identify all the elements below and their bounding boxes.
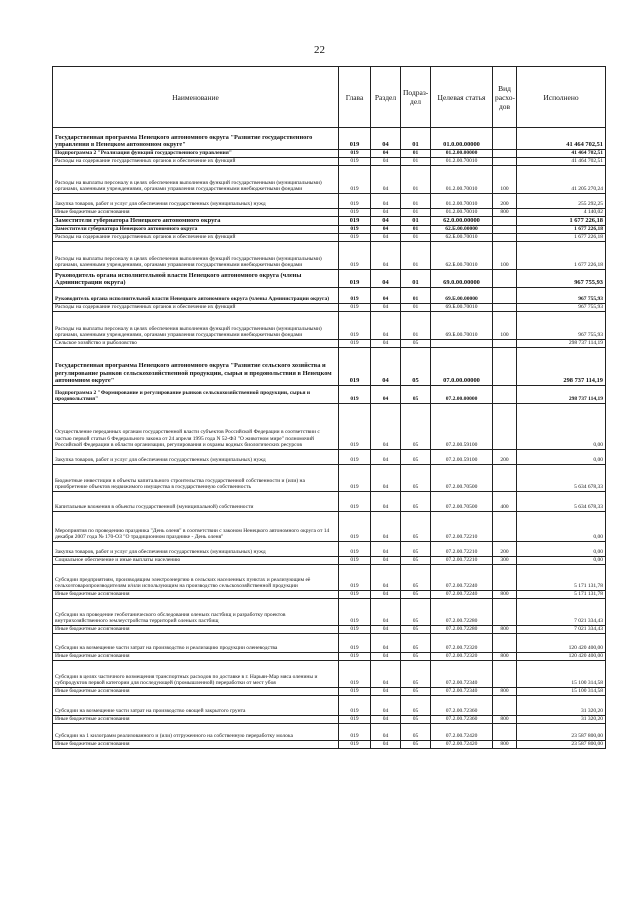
cell-glava: 019: [339, 209, 371, 217]
table-row: [53, 512, 606, 542]
cell-target: 62.0.00.00000: [431, 217, 493, 226]
cell-target: 07.2.00.72320: [431, 653, 493, 661]
cell-amount: 7 021 334,43: [517, 626, 606, 634]
cell-vid: 200: [493, 450, 517, 465]
cell-podrazdel: 01: [401, 217, 431, 226]
cell-name: Закупка товаров, работ и услуг для обеспечения государственных (муниципальных) нужд: [53, 542, 339, 557]
cell-name: Государственная программа Ненецкого автономного округа "Развитие сельского хозяйства и регулирование рынков сельскохозяйственной продукции, сырья и продовольствия в Ненецком автономном округе": [53, 348, 339, 386]
cell-razdel: 04: [371, 565, 401, 591]
cell-name: Государственная программа Ненецкого автономного округа "Развитие государственного управления в Ненецком автономном округе": [53, 128, 339, 150]
cell-glava: 019: [339, 404, 371, 450]
cell-vid: [493, 270, 517, 288]
cell-target: 01.0.00.00000: [431, 128, 493, 150]
table-row: [53, 242, 606, 270]
table-row: [53, 270, 606, 288]
cell-glava: 019: [339, 599, 371, 626]
cell-glava: 019: [339, 288, 371, 304]
cell-amount: 31 320,20: [517, 696, 606, 716]
cell-podrazdel: 01: [401, 242, 431, 270]
cell-amount: 23 587 800,00: [517, 741, 606, 749]
cell-target: 07.2.00.72210: [431, 512, 493, 542]
cell-amount: 120 420 400,00: [517, 653, 606, 661]
cell-name: Иные бюджетные ассигнования: [53, 741, 339, 749]
cell-razdel: 04: [371, 716, 401, 724]
cell-name: Субсидии в целях частичного возмещения транспортных расходов по доставке в г. Нарьян-Мар мяса оленины и субпродуктов первой категории для последующей (промышленной) переработки от мест убоя: [53, 661, 339, 688]
cell-glava: 019: [339, 340, 371, 348]
cell-razdel: 04: [371, 312, 401, 340]
cell-vid: [493, 386, 517, 404]
cell-glava: 019: [339, 626, 371, 634]
cell-podrazdel: 05: [401, 653, 431, 661]
cell-podrazdel: 05: [401, 634, 431, 653]
cell-podrazdel: 01: [401, 166, 431, 194]
cell-glava: 019: [339, 661, 371, 688]
cell-razdel: 04: [371, 542, 401, 557]
table-row: [53, 166, 606, 194]
cell-vid: [493, 661, 517, 688]
table-row: [53, 716, 606, 724]
cell-amount: 4 140,02: [517, 209, 606, 217]
cell-target: 07.2.00.72360: [431, 696, 493, 716]
cell-glava: 019: [339, 304, 371, 312]
cell-glava: 019: [339, 158, 371, 166]
table-row: [53, 209, 606, 217]
cell-amount: 0,00: [517, 557, 606, 565]
cell-amount: 15 100 314,58: [517, 688, 606, 696]
cell-name: Сельское хозяйство и рыболовство: [53, 340, 339, 348]
cell-target: 01.2.00.70010: [431, 158, 493, 166]
cell-glava: 019: [339, 492, 371, 512]
cell-podrazdel: 05: [401, 557, 431, 565]
cell-amount: 1 677 226,18: [517, 242, 606, 270]
cell-razdel: 04: [371, 404, 401, 450]
table-row: [53, 626, 606, 634]
cell-podrazdel: 01: [401, 128, 431, 150]
table-header-row: [53, 67, 606, 128]
cell-razdel: 04: [371, 724, 401, 741]
cell-vid: [493, 304, 517, 312]
table-row: [53, 217, 606, 226]
cell-podrazdel: 05: [401, 626, 431, 634]
cell-glava: 019: [339, 150, 371, 158]
table-row: [53, 128, 606, 150]
table-row: [53, 724, 606, 741]
cell-target: 69.Б.00.00000: [431, 288, 493, 304]
cell-razdel: 04: [371, 304, 401, 312]
cell-glava: 019: [339, 465, 371, 492]
cell-name: Расходы на содержание государственных органов и обеспечение их функций: [53, 304, 339, 312]
cell-amount: 5 634 678,33: [517, 492, 606, 512]
cell-razdel: 04: [371, 288, 401, 304]
cell-vid: 800: [493, 653, 517, 661]
cell-target: 07.2.00.72240: [431, 565, 493, 591]
cell-razdel: 04: [371, 226, 401, 234]
cell-target: 07.2.00.72280: [431, 599, 493, 626]
cell-target: 07.2.00.72340: [431, 661, 493, 688]
cell-name: Иные бюджетные ассигнования: [53, 688, 339, 696]
cell-amount: 41 205 270,24: [517, 166, 606, 194]
cell-name: Расходы на содержание государственных органов и обеспечение их функций: [53, 234, 339, 242]
cell-razdel: 04: [371, 348, 401, 386]
cell-razdel: 04: [371, 128, 401, 150]
cell-vid: 800: [493, 716, 517, 724]
cell-amount: 5 171 131,78: [517, 565, 606, 591]
cell-target: 62.Б.00.70010: [431, 242, 493, 270]
cell-name: Расходы на выплаты персоналу в целях обеспечения выполнения функций государственными (муниципальными) органами, казенными учреждениями, органами управления государственными внебюджетными фондами: [53, 312, 339, 340]
table-row: [53, 492, 606, 512]
cell-amount: 298 737 114,19: [517, 348, 606, 386]
cell-target: 07.2.00.00000: [431, 386, 493, 404]
cell-podrazdel: 05: [401, 688, 431, 696]
cell-target: 69.Б.00.70010: [431, 312, 493, 340]
table-row: [53, 288, 606, 304]
cell-target: 07.2.00.72210: [431, 557, 493, 565]
cell-vid: 800: [493, 688, 517, 696]
cell-vid: [493, 512, 517, 542]
cell-razdel: 04: [371, 661, 401, 688]
table-row: [53, 591, 606, 599]
cell-podrazdel: 01: [401, 150, 431, 158]
cell-razdel: 04: [371, 465, 401, 492]
cell-target: 07.0.00.00000: [431, 348, 493, 386]
cell-glava: 019: [339, 557, 371, 565]
cell-glava: 019: [339, 194, 371, 209]
cell-target: 69.0.00.00000: [431, 270, 493, 288]
cell-amount: 1 677 226,18: [517, 226, 606, 234]
cell-podrazdel: 05: [401, 599, 431, 626]
cell-name: Закупка товаров, работ и услуг для обеспечения государственных (муниципальных) нужд: [53, 450, 339, 465]
cell-amount: 298 737 114,19: [517, 386, 606, 404]
cell-razdel: 04: [371, 599, 401, 626]
cell-name: Субсидии на 1 килограмм реализованного и (или) отгруженного на собственную переработку молока: [53, 724, 339, 741]
cell-name: Иные бюджетные ассигнования: [53, 716, 339, 724]
cell-name: Мероприятия по проведению праздника "День оленя" в соответствии с законом Ненецкого автономного округа от 14 декабря 2007 года № 170-ОЗ "О традиционном празднике - День оленя": [53, 512, 339, 542]
cell-razdel: 04: [371, 626, 401, 634]
cell-razdel: 04: [371, 634, 401, 653]
cell-name: Руководитель органа исполнительной власти Ненецкого автономного округа (члены Администрации округа): [53, 270, 339, 288]
cell-target: 01.2.00.70010: [431, 194, 493, 209]
cell-glava: 019: [339, 653, 371, 661]
cell-name: Субсидии предприятиям, производящим электроэнергию в сельских населенных пунктах и реализующим её сельхозтоваропроизводителям и/или использующим на производство сельскохозяйственной продукции: [53, 565, 339, 591]
cell-name: Расходы на выплаты персоналу в целях обеспечения выполнения функций государственными (муниципальными) органами, казенными учреждениями, органами управления государственными внебюджетными фондами: [53, 242, 339, 270]
cell-glava: 019: [339, 716, 371, 724]
table-row: [53, 565, 606, 591]
table-row: [53, 226, 606, 234]
cell-name: Иные бюджетные ассигнования: [53, 626, 339, 634]
cell-razdel: 04: [371, 653, 401, 661]
cell-amount: 255 292,25: [517, 194, 606, 209]
cell-amount: 1 677 226,18: [517, 234, 606, 242]
cell-name: Подпрограмма 2 "Формирование и регулирование рынков сельскохозяйственной продукции, сырья и продовольствия": [53, 386, 339, 404]
cell-amount: 967 755,93: [517, 312, 606, 340]
cell-vid: 100: [493, 312, 517, 340]
table-row: [53, 340, 606, 348]
table-row: [53, 158, 606, 166]
cell-name: Бюджетные инвестиции в объекты капитального строительства государственной собственности и (или) на приобретение объектов недвижимого имущества в государственную собственность: [53, 465, 339, 492]
cell-amount: 0,00: [517, 512, 606, 542]
table-row: [53, 465, 606, 492]
cell-target: 01.2.00.70010: [431, 209, 493, 217]
cell-amount: 5 634 678,33: [517, 465, 606, 492]
cell-vid: [493, 340, 517, 348]
cell-glava: 019: [339, 226, 371, 234]
cell-glava: 019: [339, 312, 371, 340]
cell-vid: [493, 724, 517, 741]
cell-podrazdel: 01: [401, 226, 431, 234]
cell-glava: 019: [339, 234, 371, 242]
cell-amount: 41 464 702,51: [517, 128, 606, 150]
cell-name: Заместители губернатора Ненецкого автономного округа: [53, 226, 339, 234]
header-name: Наименование: [53, 67, 339, 128]
cell-podrazdel: 01: [401, 270, 431, 288]
cell-target: 07.2.00.72280: [431, 626, 493, 634]
cell-target: 07.2.00.72320: [431, 634, 493, 653]
table-row: [53, 150, 606, 158]
cell-glava: 019: [339, 724, 371, 741]
cell-razdel: 04: [371, 386, 401, 404]
table-row: [53, 688, 606, 696]
cell-podrazdel: 05: [401, 542, 431, 557]
cell-podrazdel: 01: [401, 158, 431, 166]
table-row: [53, 304, 606, 312]
cell-vid: [493, 288, 517, 304]
cell-podrazdel: 05: [401, 741, 431, 749]
cell-razdel: 04: [371, 591, 401, 599]
cell-vid: 800: [493, 591, 517, 599]
header-vid: Вид расхо-дов: [493, 67, 517, 128]
cell-name: Заместители губернатора Ненецкого автономного округа: [53, 217, 339, 226]
table-row: [53, 450, 606, 465]
cell-razdel: 04: [371, 209, 401, 217]
cell-vid: [493, 634, 517, 653]
cell-glava: 019: [339, 591, 371, 599]
cell-amount: 15 100 314,58: [517, 661, 606, 688]
cell-razdel: 04: [371, 450, 401, 465]
cell-vid: 400: [493, 492, 517, 512]
cell-target: 07.2.00.59100: [431, 450, 493, 465]
cell-name: Субсидии на проведение геоботанического обследования оленьих пастбищ и разработку проектов внутрихозяйственного землеустройства территорий оленьих пастбищ: [53, 599, 339, 626]
cell-razdel: 04: [371, 158, 401, 166]
cell-glava: 019: [339, 450, 371, 465]
cell-name: Осуществление переданных органам государственной власти субъектов Российской Федерации в соответствии с частью первой статьи 6 Федерального закона от 24 апреля 1995 года N 52-ФЗ "О животном мире" полномочий Российской Федерации в области организации, регулирования и охраны водных биологических ресурсов: [53, 404, 339, 450]
cell-podrazdel: 05: [401, 565, 431, 591]
cell-glava: 019: [339, 696, 371, 716]
cell-razdel: 04: [371, 242, 401, 270]
cell-vid: 200: [493, 542, 517, 557]
cell-name: Расходы на содержание государственных органов и обеспечение их функций: [53, 158, 339, 166]
header-razdel: Раздел: [371, 67, 401, 128]
cell-glava: 019: [339, 166, 371, 194]
header-target: Целевая статья: [431, 67, 493, 128]
cell-name: Субсидии на возмещение части затрат на производство и реализацию продукции оленеводства: [53, 634, 339, 653]
cell-vid: [493, 696, 517, 716]
table-row: [53, 542, 606, 557]
cell-vid: [493, 348, 517, 386]
cell-vid: [493, 128, 517, 150]
cell-name: Иные бюджетные ассигнования: [53, 209, 339, 217]
table-body: [53, 128, 606, 749]
cell-vid: [493, 465, 517, 492]
cell-vid: [493, 234, 517, 242]
cell-glava: 019: [339, 688, 371, 696]
cell-amount: 41 464 702,51: [517, 150, 606, 158]
cell-razdel: 04: [371, 557, 401, 565]
table-row: [53, 386, 606, 404]
cell-razdel: 04: [371, 512, 401, 542]
cell-razdel: 04: [371, 492, 401, 512]
table-row: [53, 741, 606, 749]
cell-podrazdel: 05: [401, 661, 431, 688]
cell-vid: [493, 158, 517, 166]
cell-podrazdel: 01: [401, 312, 431, 340]
cell-podrazdel: 01: [401, 304, 431, 312]
cell-amount: 967 755,93: [517, 270, 606, 288]
cell-target: 07.2.00.72210: [431, 542, 493, 557]
cell-glava: 019: [339, 634, 371, 653]
page-number: 22: [314, 44, 325, 56]
cell-podrazdel: 01: [401, 194, 431, 209]
table-row: [53, 599, 606, 626]
cell-razdel: 04: [371, 688, 401, 696]
cell-glava: 019: [339, 128, 371, 150]
cell-podrazdel: 01: [401, 288, 431, 304]
table-row: [53, 234, 606, 242]
cell-podrazdel: 05: [401, 404, 431, 450]
table-row: [53, 557, 606, 565]
cell-target: 07.2.00.72240: [431, 591, 493, 599]
header-glava: Глава: [339, 67, 371, 128]
table-row: [53, 653, 606, 661]
cell-amount: 0,00: [517, 450, 606, 465]
cell-razdel: 04: [371, 340, 401, 348]
cell-vid: 100: [493, 242, 517, 270]
cell-podrazdel: 05: [401, 492, 431, 512]
cell-amount: 967 755,93: [517, 288, 606, 304]
cell-amount: 967 755,93: [517, 304, 606, 312]
cell-target: 07.2.00.72420: [431, 741, 493, 749]
cell-razdel: 04: [371, 166, 401, 194]
cell-glava: 019: [339, 542, 371, 557]
cell-podrazdel: 05: [401, 465, 431, 492]
cell-podrazdel: 05: [401, 696, 431, 716]
table-row: [53, 348, 606, 386]
cell-podrazdel: 01: [401, 209, 431, 217]
cell-name: Социальное обеспечение и иные выплаты населению: [53, 557, 339, 565]
cell-target: 07.2.00.59100: [431, 404, 493, 450]
cell-vid: 100: [493, 166, 517, 194]
table-row: [53, 312, 606, 340]
cell-name: Субсидии на возмещение части затрат на производство овощей закрытого грунта: [53, 696, 339, 716]
cell-vid: 300: [493, 557, 517, 565]
cell-podrazdel: 05: [401, 340, 431, 348]
cell-amount: 7 021 334,43: [517, 599, 606, 626]
cell-target: 62.Б.00.00000: [431, 226, 493, 234]
cell-podrazdel: 05: [401, 716, 431, 724]
cell-vid: [493, 565, 517, 591]
cell-vid: [493, 226, 517, 234]
cell-amount: 41 464 702,51: [517, 158, 606, 166]
cell-amount: 120 420 400,00: [517, 634, 606, 653]
cell-target: 07.2.00.70500: [431, 465, 493, 492]
cell-razdel: 04: [371, 741, 401, 749]
cell-name: Капитальные вложения в объекты государственной (муниципальной) собственности: [53, 492, 339, 512]
cell-target: 07.2.00.70500: [431, 492, 493, 512]
cell-target: 01.2.00.70010: [431, 166, 493, 194]
cell-podrazdel: 05: [401, 348, 431, 386]
cell-name: Расходы на выплаты персоналу в целях обеспечения выполнения функций государственными (муниципальными) органами, казенными учреждениями, органами управления государственными внебюджетными фондами: [53, 166, 339, 194]
cell-glava: 019: [339, 348, 371, 386]
cell-razdel: 04: [371, 270, 401, 288]
cell-glava: 019: [339, 242, 371, 270]
cell-name: Иные бюджетные ассигнования: [53, 653, 339, 661]
cell-podrazdel: 05: [401, 386, 431, 404]
cell-podrazdel: 01: [401, 234, 431, 242]
cell-razdel: 04: [371, 150, 401, 158]
header-podrazdel: Подраз-дел: [401, 67, 431, 128]
cell-vid: [493, 217, 517, 226]
cell-vid: 200: [493, 194, 517, 209]
cell-razdel: 04: [371, 194, 401, 209]
cell-target: 62.Б.00.70010: [431, 234, 493, 242]
cell-podrazdel: 05: [401, 591, 431, 599]
cell-amount: 31 320,20: [517, 716, 606, 724]
cell-target: 07.2.00.72420: [431, 724, 493, 741]
cell-podrazdel: 05: [401, 724, 431, 741]
cell-glava: 019: [339, 386, 371, 404]
cell-vid: 800: [493, 741, 517, 749]
table-row: [53, 194, 606, 209]
cell-podrazdel: 05: [401, 450, 431, 465]
cell-amount: 0,00: [517, 542, 606, 557]
cell-name: Подпрограмма 2 "Реализация функций государственного управления": [53, 150, 339, 158]
cell-razdel: 04: [371, 696, 401, 716]
cell-podrazdel: 05: [401, 512, 431, 542]
header-amount: Исполнено: [517, 67, 606, 128]
cell-name: Закупка товаров, работ и услуг для обеспечения государственных (муниципальных) нужд: [53, 194, 339, 209]
cell-target: 07.2.00.72360: [431, 716, 493, 724]
cell-amount: 0,00: [517, 404, 606, 450]
cell-target: 01.2.00.00000: [431, 150, 493, 158]
cell-target: 69.Б.00.70010: [431, 304, 493, 312]
cell-glava: 019: [339, 512, 371, 542]
cell-glava: 019: [339, 741, 371, 749]
cell-vid: [493, 404, 517, 450]
cell-vid: [493, 150, 517, 158]
table-row: [53, 696, 606, 716]
cell-razdel: 04: [371, 234, 401, 242]
cell-razdel: 04: [371, 217, 401, 226]
table-row: [53, 404, 606, 450]
cell-name: Иные бюджетные ассигнования: [53, 591, 339, 599]
cell-target: 07.2.00.72340: [431, 688, 493, 696]
cell-vid: 800: [493, 209, 517, 217]
cell-vid: 800: [493, 626, 517, 634]
cell-glava: 019: [339, 217, 371, 226]
cell-amount: 298 737 114,19: [517, 340, 606, 348]
cell-target: [431, 340, 493, 348]
cell-vid: [493, 599, 517, 626]
cell-amount: 23 587 800,00: [517, 724, 606, 741]
cell-name: Руководитель органа исполнительной власти Ненецкого автономного округа (члены Администрации округа): [53, 288, 339, 304]
table-row: [53, 661, 606, 688]
cell-glava: 019: [339, 270, 371, 288]
budget-table: [52, 66, 606, 749]
cell-glava: 019: [339, 565, 371, 591]
cell-amount: 1 677 226,18: [517, 217, 606, 226]
table-row: [53, 634, 606, 653]
cell-amount: 5 171 131,78: [517, 591, 606, 599]
